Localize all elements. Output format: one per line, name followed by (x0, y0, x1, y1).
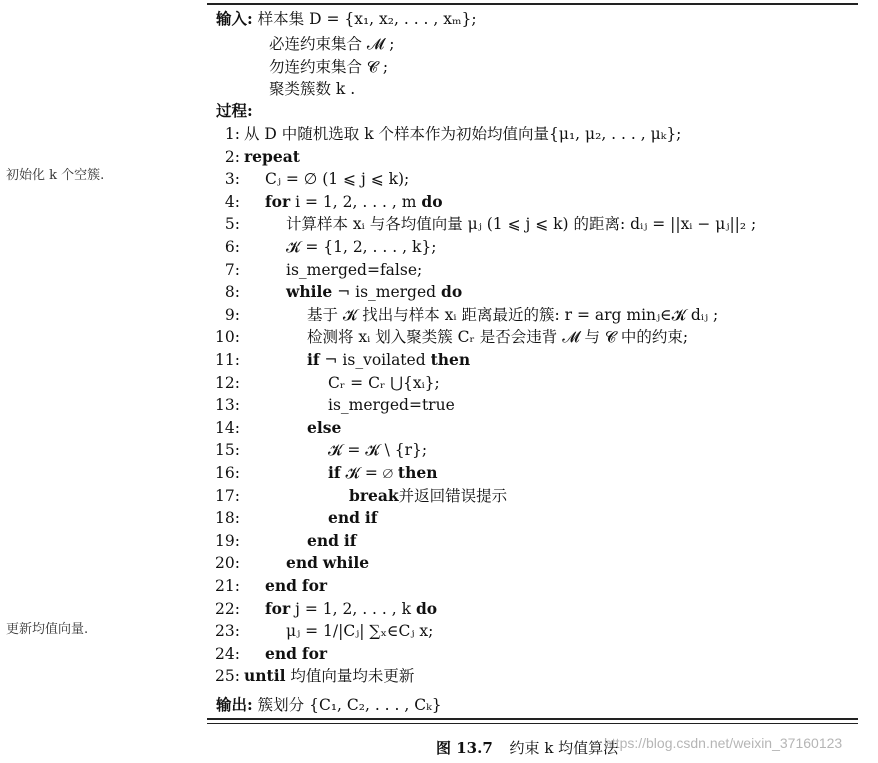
step-number: 22: (215, 599, 240, 618)
step-number: 1: (224, 125, 240, 143)
algorithm-step (210, 507, 377, 529)
step-text: μⱼ = 1/|Cⱼ| ∑ₓ∈Cⱼ x; (286, 622, 434, 641)
side-note-init: 初始化 k 个空簇. (6, 168, 105, 183)
step-text: for i = 1, 2, . . . , m do (265, 191, 443, 211)
algorithm-step (210, 552, 369, 574)
input-line-2: 必连约束集合 𝓜 ; (269, 35, 395, 53)
step-number: 19: (215, 531, 240, 550)
step-text: 检测将 xᵢ 划入聚类簇 Cᵣ 是否会违背 𝓜 与 𝓒 中的约束; (307, 328, 689, 347)
step-number: 3: (224, 170, 240, 189)
step-text: is_merged=true (328, 396, 455, 415)
step-text: if ¬ is_voilated then (307, 350, 471, 369)
step-text: 𝓚 = {1, 2, . . . , k}; (286, 238, 437, 256)
step-number: 11: (215, 351, 240, 369)
algorithm-step (210, 191, 443, 213)
algorithm-step (210, 281, 462, 303)
step-text: until 均值向量均未更新 (244, 666, 415, 686)
step-number: 24: (215, 644, 240, 663)
step-text: while ¬ is_merged do (286, 282, 463, 302)
algorithm-step (210, 168, 409, 190)
step-text: 𝓚 = 𝓚 \ {r}; (328, 441, 428, 460)
step-number: 10: (215, 328, 240, 347)
algorithm-step (210, 394, 455, 416)
step-text: break并返回错误提示 (349, 485, 508, 505)
output-label: 输出: (216, 695, 253, 714)
algorithm-step (210, 485, 507, 507)
step-number: 4: (224, 192, 240, 211)
bottom-rule-thin (207, 723, 858, 724)
bottom-rule (207, 718, 858, 720)
step-number: 21: (215, 577, 240, 595)
step-number: 9: (224, 305, 240, 324)
step-number: 12: (215, 373, 240, 392)
algorithm-step (210, 643, 327, 665)
step-text: end if (307, 530, 357, 550)
input-row (216, 8, 477, 30)
step-number: 18: (215, 509, 240, 528)
step-number: 16: (215, 464, 240, 482)
figure-caption (436, 737, 618, 759)
input-line-3: 勿连约束集合 𝓒 ; (269, 58, 389, 76)
step-number: 2: (224, 147, 240, 166)
top-rule (207, 3, 858, 5)
algorithm-step (210, 417, 341, 439)
step-number: 17: (215, 486, 240, 505)
step-number: 7: (224, 260, 240, 279)
step-text: if 𝓚 = ∅ then (328, 463, 438, 482)
step-text: end for (265, 576, 328, 595)
input-line-4: 聚类簇数 k . (269, 80, 356, 98)
step-text: 从 D 中随机选取 k 个样本作为初始均值向量{μ₁, μ₂, . . . , μₖ}; (244, 125, 682, 143)
algorithm-step (210, 304, 718, 326)
step-text: repeat (244, 146, 300, 166)
step-text: end for (265, 643, 328, 663)
input-line-1: 样本集 D = {x₁, x₂, . . . , xₘ}; (257, 10, 477, 28)
step-number: 23: (215, 622, 240, 641)
algorithm-step (210, 439, 427, 461)
step-text: else (307, 417, 342, 437)
algorithm-step (210, 326, 688, 348)
step-text: end while (286, 553, 370, 573)
step-number: 8: (224, 283, 240, 302)
step-number: 15: (215, 441, 240, 460)
watermark: https://blog.csdn.net/weixin_37160123 (604, 735, 843, 751)
step-text: Cᵣ = Cᵣ ⋃{xᵢ}; (328, 373, 440, 392)
algorithm-step (210, 530, 356, 552)
caption-title: 约束 k 均值算法 (509, 739, 619, 757)
algorithm-step (210, 349, 470, 371)
algorithm-step (210, 123, 681, 145)
process-label: 过程: (216, 101, 253, 120)
step-text: is_merged=false; (286, 260, 423, 279)
algorithm-step (210, 372, 440, 394)
algorithm-step (210, 462, 437, 484)
step-number: 20: (215, 554, 240, 573)
step-text: 计算样本 xᵢ 与各均值向量 μⱼ (1 ⩽ j ⩽ k) 的距离: dᵢⱼ = ||xᵢ − μⱼ||₂ ; (286, 215, 757, 234)
side-note-update: 更新均值向量. (6, 622, 89, 637)
algorithm-step (210, 146, 300, 168)
algorithm-step (210, 575, 327, 597)
step-number: 6: (224, 238, 240, 256)
step-number: 5: (224, 215, 240, 234)
step-text: Cⱼ = ∅ (1 ⩽ j ⩽ k); (265, 170, 410, 189)
algorithm-step (210, 620, 433, 642)
step-text: 基于 𝓚 找出与样本 xᵢ 距离最近的簇: r = arg minⱼ∈𝓚 dᵢⱼ ; (307, 305, 719, 324)
caption-label: 图 13.7 (436, 739, 493, 757)
output-row (216, 694, 442, 716)
algorithm-step (210, 236, 436, 258)
algorithm-step (210, 213, 756, 235)
step-number: 25: (215, 667, 240, 686)
algorithm-step (210, 598, 437, 620)
step-number: 14: (215, 418, 240, 437)
algorithm-step (210, 665, 414, 687)
algorithm-step (210, 259, 422, 281)
input-label: 输入: (216, 9, 253, 28)
step-text: for j = 1, 2, . . . , k do (265, 598, 438, 618)
step-number: 13: (215, 396, 240, 415)
step-text: end if (328, 508, 378, 528)
output-text: 簇划分 {C₁, C₂, . . . , Cₖ} (257, 696, 442, 714)
